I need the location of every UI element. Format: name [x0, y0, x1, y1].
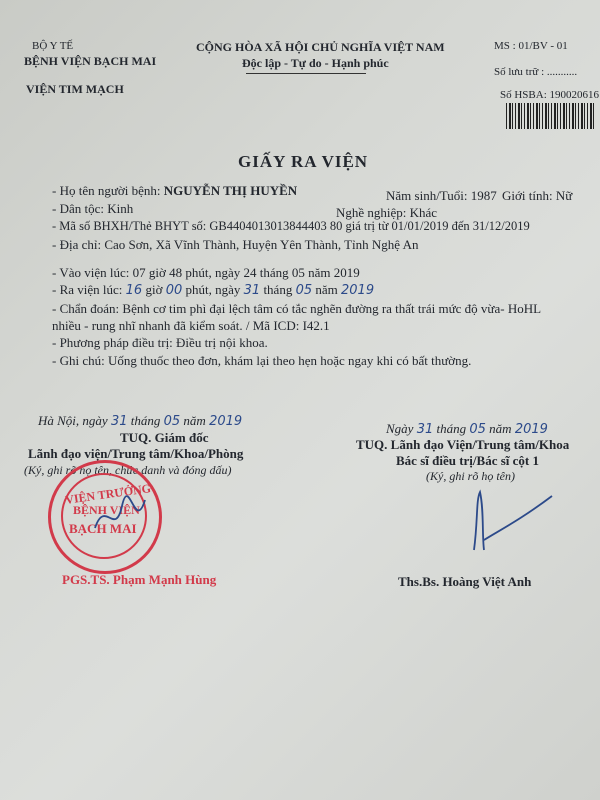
month-label: năm: [315, 282, 338, 297]
left-month-label: tháng: [130, 413, 161, 428]
left-date-month: 05: [163, 414, 181, 429]
right-date-year: 2019: [514, 422, 548, 437]
treatment-method: - Phương pháp điều trị: Điều trị nội khoa.: [52, 335, 268, 350]
right-instruction: (Ký, ghi rõ họ tên): [426, 469, 515, 483]
stamp-text-1: VIỆN TRƯỞNG: [64, 481, 152, 507]
republic-name: CỘNG HÒA XÃ HỘI CHỦ NGHĨA VIỆT NAM: [196, 40, 445, 54]
discharge-label: - Ra viện lúc:: [52, 282, 123, 297]
left-instruction: (Ký, ghi rõ họ tên, chức danh và đóng dấu): [24, 463, 232, 477]
occupation: Nghề nghiệp: Khác: [336, 205, 438, 220]
right-role-1: TUQ. Lãnh đạo Viện/Trung tâm/Khoa: [356, 437, 570, 452]
day-label: tháng: [263, 282, 293, 297]
left-date-line: [38, 413, 242, 429]
minute-label: phút, ngày: [185, 282, 241, 297]
right-date-prefix: Ngày: [386, 421, 414, 436]
right-role-2: Bác sĩ điều trị/Bác sĩ cột 1: [396, 453, 539, 468]
hospital-name: BỆNH VIỆN BẠCH MAI: [24, 54, 157, 68]
right-date-month: 05: [469, 422, 486, 437]
institute-name: VIỆN TIM MẠCH: [26, 82, 124, 96]
note: - Ghi chú: Uống thuốc theo đơn, khám lại theo hẹn hoặc ngay khi có bất thường.: [52, 353, 472, 368]
diagnosis-line-1: - Chẩn đoán: Bệnh cơ tim phì đại lệch tâm có tắc nghẽn đường ra thất trái mức độ vừa- HoHL: [52, 301, 542, 316]
right-month-label: tháng: [436, 421, 467, 436]
archive-number: Số lưu trữ : ...........: [494, 66, 578, 78]
birth-year: Năm sinh/Tuổi: 1987: [386, 188, 497, 203]
stamp-text-3: BẠCH MAI: [69, 521, 137, 536]
left-role-2: Lãnh đạo viện/Trung tâm/Khoa/Phòng: [28, 446, 244, 461]
right-date-day: 31: [416, 422, 434, 437]
discharge-day: 31: [243, 283, 261, 298]
ministry-name: BỘ Y TẾ: [32, 40, 74, 52]
barcode: [506, 103, 594, 129]
hour-label: giờ: [145, 282, 163, 297]
ethnicity: - Dân tộc: Kinh: [52, 201, 134, 216]
discharge-minute: 00: [165, 283, 183, 298]
hsba-number: Số HSBA: 190020616: [500, 89, 600, 101]
patient-name-row: [52, 183, 297, 199]
stamp-text-2: BỆNH VIỆN: [73, 503, 140, 517]
discharge-year: 2019: [341, 283, 375, 298]
diagnosis-line-2: nhiều - rung nhĩ nhanh đã kiểm soát. / Mã ICD: I42.1: [52, 318, 330, 333]
right-year-label: năm: [489, 421, 512, 436]
document-title: GIẤY RA VIỆN: [238, 152, 369, 171]
left-date-day: 31: [110, 414, 128, 429]
motto-underline: [246, 73, 366, 74]
left-role-1: TUQ. Giám đốc: [120, 430, 209, 445]
discharge-time: [52, 282, 374, 298]
discharge-month: 05: [295, 283, 313, 298]
left-signature-scribble: [90, 488, 150, 548]
left-signer-name: PGS.TS. Phạm Mạnh Hùng: [62, 572, 217, 587]
left-year-label: năm: [183, 413, 206, 428]
right-date-line: [386, 421, 548, 437]
left-date-year: 2019: [209, 414, 243, 429]
patient-name: NGUYỄN THỊ HUYỀN: [163, 183, 298, 198]
national-motto: Độc lập - Tự do - Hạnh phúc: [242, 56, 389, 70]
form-code: MS : 01/BV - 01: [494, 40, 568, 52]
gender: Giới tính: Nữ: [502, 188, 573, 203]
address: - Địa chỉ: Cao Sơn, Xã Vĩnh Thành, Huyện Yên Thành, Tỉnh Nghệ An: [52, 237, 419, 252]
discharge-hour: 16: [125, 283, 143, 298]
insurance-number: - Mã số BHXH/Thẻ BHYT số: GB4404013013844403 80 giá trị từ 01/01/2019 đến 31/12/2019: [52, 219, 530, 233]
admission-time: - Vào viện lúc: 07 giờ 48 phút, ngày 24 tháng 05 năm 2019: [52, 265, 360, 280]
patient-name-label: - Họ tên người bệnh:: [52, 183, 161, 198]
right-signature-scribble: [460, 480, 570, 560]
left-date-prefix: Hà Nội, ngày: [38, 413, 108, 428]
right-signer-name: Ths.Bs. Hoàng Việt Anh: [398, 574, 532, 589]
